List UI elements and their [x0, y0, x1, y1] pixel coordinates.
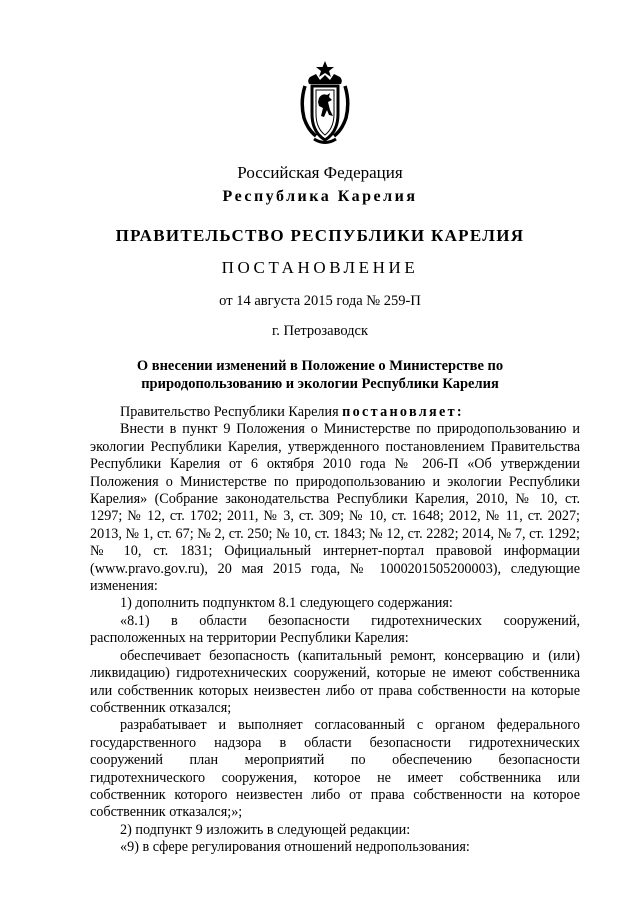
date-line: от 14 августа 2015 года № 259-П: [219, 293, 421, 309]
document-type: ПОСТАНОВЛЕНИЕ: [221, 258, 419, 277]
paragraph-2: 1) дополнить подпунктом 8.1 следующего содержания:: [120, 595, 453, 612]
document-body: [90, 404, 580, 857]
paragraph-5: разрабатывает и выполняет согласованный с органом федерального государственного надзора в области безопасности гидротехнических сооружений план мероприятий по обеспечению безопасности гидротехнического сооружения, которое не имеет собственника или собственник которого неизвестен либо от права собственности на которое собственник отказался;»;: [90, 717, 580, 821]
intro-prefix: Правительство Республики Карелия: [120, 404, 343, 420]
paragraph-7: «9) в сфере регулирования отношений недропользования:: [120, 839, 470, 856]
government-heading: ПРАВИТЕЛЬСТВО РЕСПУБЛИКИ КАРЕЛИЯ: [115, 226, 525, 245]
subject-line-1: О внесении изменений в Положение о Министерстве по: [136, 358, 504, 374]
city-line: г. Петрозаводск: [271, 323, 369, 339]
paragraph-4: обеспечивает безопасность (капитальный ремонт, консервацию и (или) ликвидацию) гидротехнических сооружений, которые не имеют собственника или собственник которых неизвестен либо от права собственности на которые собственник отказался;: [90, 647, 580, 716]
paragraph-1: Внести в пункт 9 Положения о Министерстве по природопользованию и экологии Республики Карелия, утвержденного постановлением Правительства Республики Карелия от 6 октября 2010 года № 206-П «Об утверждении Положения о Министерстве по природопользованию и экологии Республики Карелия» (Собрание законодательства Республики Карелия, 2010, № 10, ст. 1297; № 12, ст. 1702; 2011, № 3, ст. 309; № 10, ст. 1648; 2012, № 11, ст. 2027; 2013, № 1, ст. 67; № 2, ст. 250; № 10, ст. 1843; № 12, ст. 2282; 2014, № 7, ст. 1292; № 10, ст. 1831; Официальный интернет-портал правовой информации (www.pravo.gov.ru), 20 мая 2015 года, № 1000201505200003), следующие изменения:: [90, 421, 580, 595]
federation-heading: Российская Федерация: [237, 163, 403, 182]
paragraph-3: «8.1) в области безопасности гидротехнических сооружений, расположенных на территории Республики Карелия:: [90, 612, 580, 647]
karelia-coat-of-arms-icon: [296, 60, 354, 146]
document-subject: [0, 357, 640, 393]
paragraph-6: 2) подпункт 9 изложить в следующей редакции:: [120, 821, 411, 838]
republic-heading: Республика Карелия: [222, 188, 418, 205]
intro-action: постановляет:: [342, 404, 464, 420]
subject-line-2: природопользованию и экологии Республики Карелия: [141, 376, 499, 392]
intro-paragraph: [90, 404, 580, 421]
